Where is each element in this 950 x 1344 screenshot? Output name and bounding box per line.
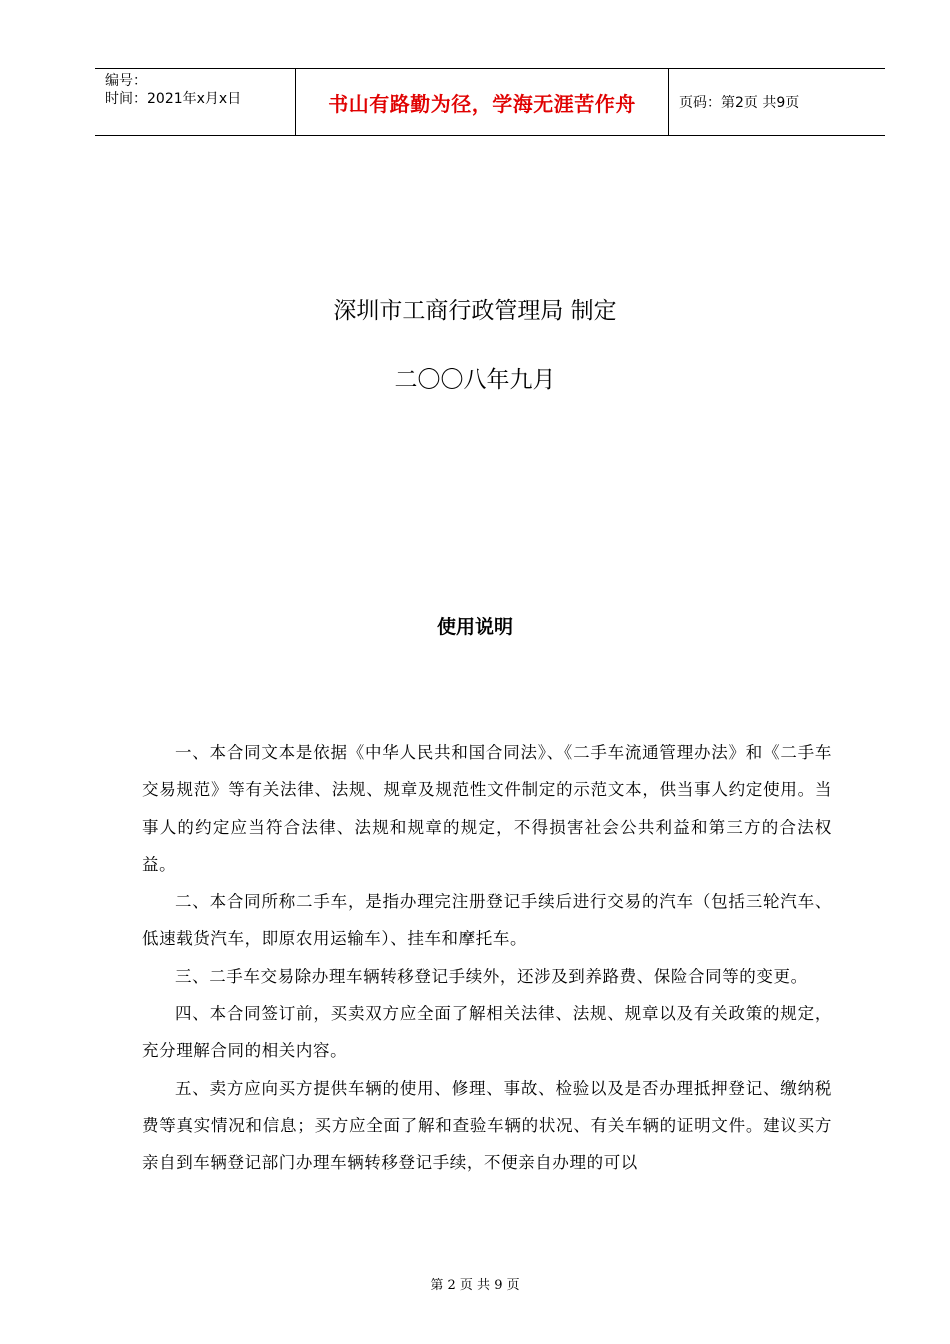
issuer-line: 深圳市工商行政管理局 制定: [333, 298, 617, 324]
section-title: 使用说明: [436, 616, 513, 638]
paragraph-3: 三、二手车交易除办理车辆转移登记手续外，还涉及到养路费、保险合同等的变更。: [175, 966, 808, 986]
document-time-label: 时间：2021年x月x日: [105, 91, 242, 107]
paragraph-1: 一、本合同文本是依据《中华人民共和国合同法》、《二手车流通管理办法》和《二手车交易规范》等有关法律、法规、规章及规范性文件制定的示范文本，供当事人约定使用。当事人的约定应当符合法律、法规和规章的规定，不得损害社会公共利益和第三方的合法权益。: [142, 743, 832, 874]
paragraph-5: 五、卖方应向买方提供车辆的使用、修理、事故、检验以及是否办理抵押登记、缴纳税费等真实情况和信息；买方应全面了解和查验车辆的状况、有关车辆的证明文件。建议买方亲自到车辆登记部门办理车辆转移登记手续，不便亲自办理的可以: [142, 1078, 832, 1173]
paragraph-2: 二、本合同所称二手车，是指办理完注册登记手续后进行交易的汽车（包括三轮汽车、低速载货汽车，即原农用运输车）、挂车和摩托车。: [142, 892, 832, 949]
instructions-body: [142, 734, 832, 1182]
issue-date: 二〇〇八年九月: [394, 367, 556, 393]
header-divider-right: [668, 69, 669, 135]
page-header: [95, 68, 885, 136]
header-meta: [105, 72, 241, 108]
paragraph-4: 四、本合同签订前，买卖双方应全面了解相关法律、法规、规章以及有关政策的规定，充分理解合同的相关内容。: [142, 1004, 832, 1061]
document-number-label: 编号：: [105, 73, 147, 89]
header-motto: 书山有路勤为径，学海无涯苦作舟: [328, 91, 636, 116]
page-footer: 第 2 页 共 9 页: [430, 1278, 520, 1293]
header-page-number: 页码：第2页 共9页: [679, 95, 800, 111]
